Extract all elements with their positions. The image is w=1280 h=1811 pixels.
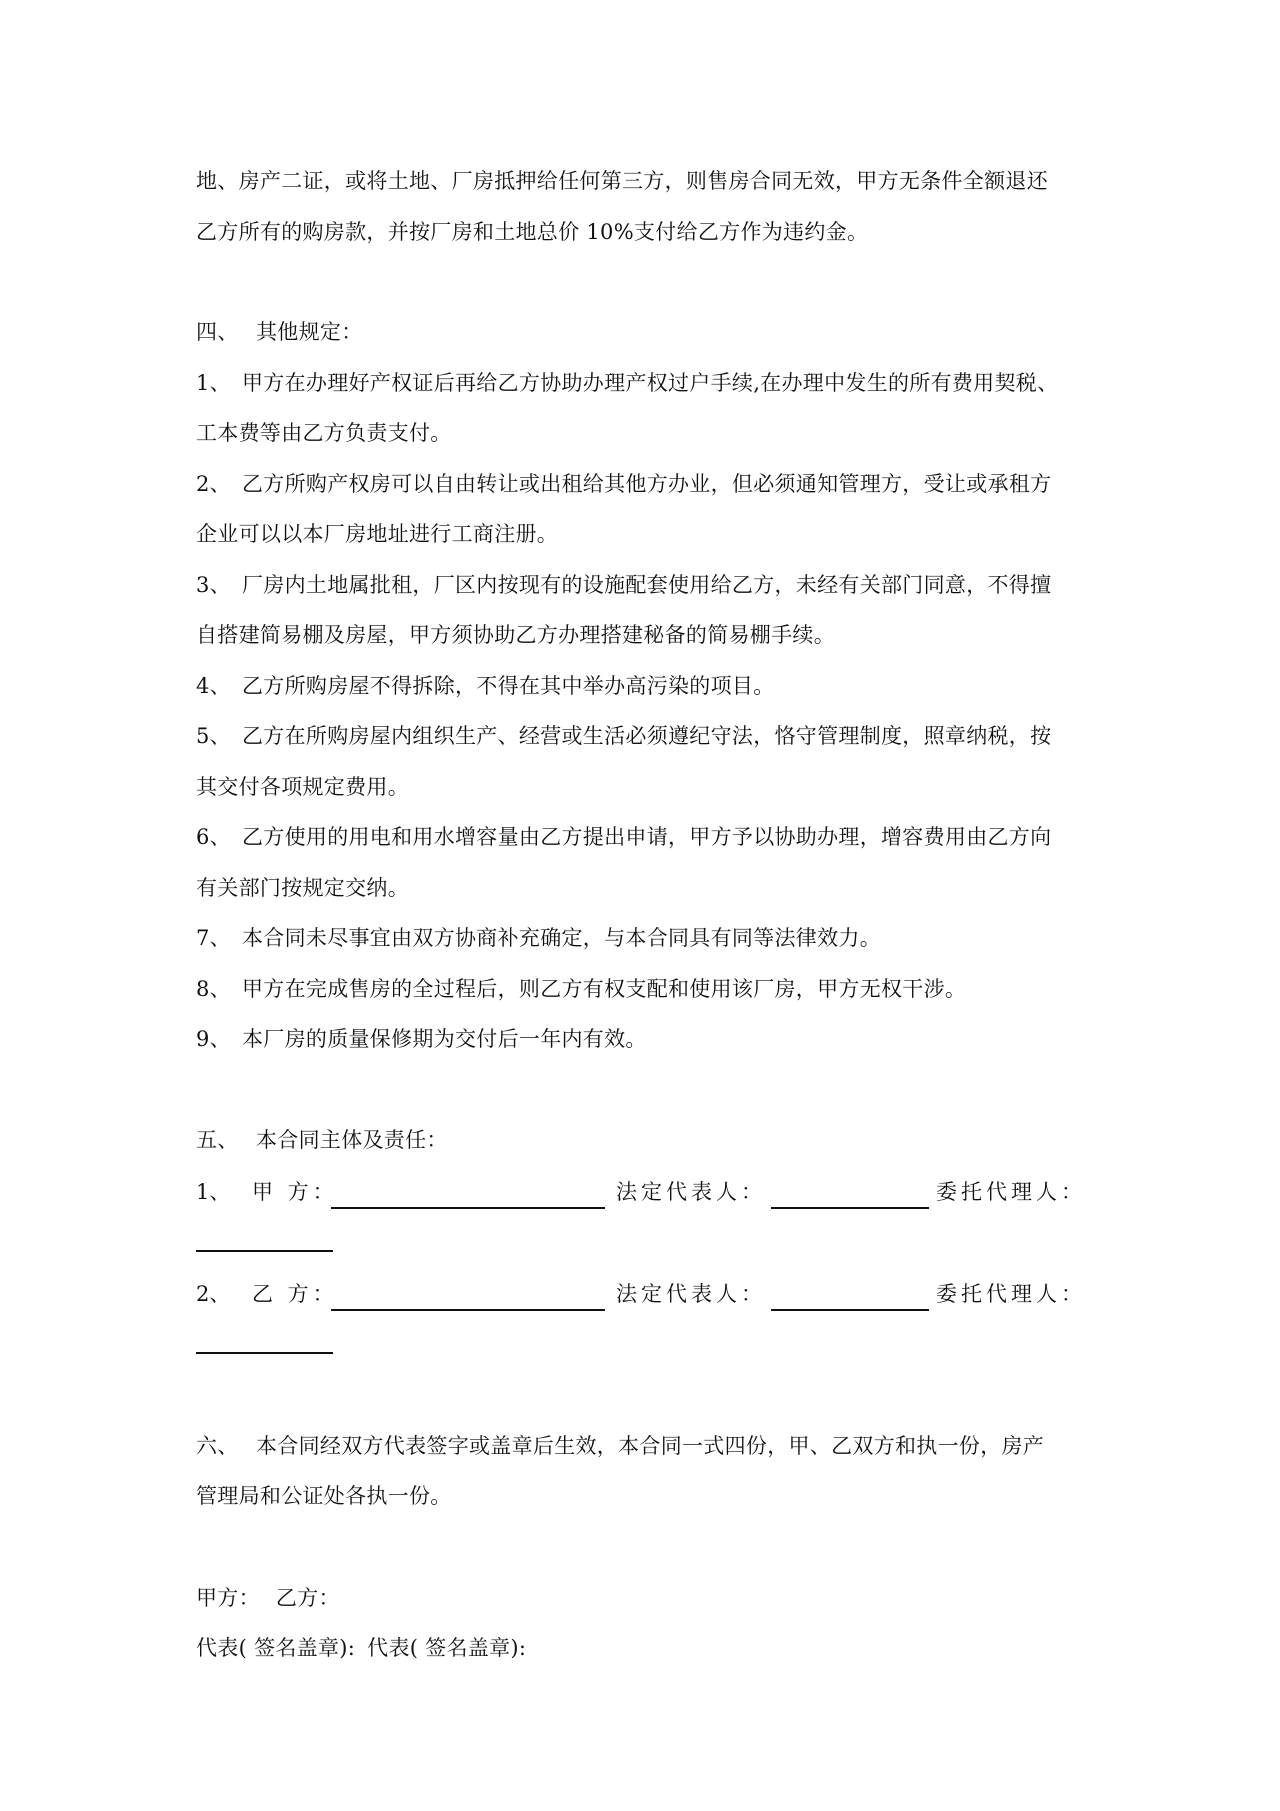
list-item	[196, 671, 775, 701]
item-text: 本合同未尽事宜由双方协商补充确定，与本合同具有同等法律效力。	[242, 926, 881, 950]
item-number: 1、	[196, 371, 231, 395]
section-heading-5	[196, 1125, 448, 1155]
list-item	[196, 721, 1051, 751]
item-text: 乙方使用的用电和用水增容量由乙方提出申请，甲方予以协助办理，增容费用由乙方向	[242, 825, 1052, 849]
list-item	[196, 469, 1051, 499]
item-text: 乙方所购产权房可以自由转让或出租给其他方办业，但必须通知管理方，受让或承租方	[242, 472, 1052, 496]
party-label: 甲 方：	[252, 1180, 338, 1204]
section-number: 四、	[196, 320, 239, 344]
paragraph-line: 乙方所有的购房款，并按厂房和土地总价 10%支付给乙方作为违约金。	[196, 220, 869, 244]
item-number: 9、	[196, 1027, 231, 1051]
section-text-continued: 管理局和公证处各执一份。	[196, 1484, 452, 1508]
item-text: 乙方在所购房屋内组织生产、经营或生活必须遵纪守法，恪守管理制度，照章纳税，按	[242, 724, 1052, 748]
list-item	[196, 974, 966, 1004]
party-name-blank[interactable]	[331, 1309, 605, 1311]
rep-b-label: 代表( 签名盖章):	[367, 1636, 527, 1660]
section-title: 其他规定：	[256, 320, 363, 344]
item-number: 4、	[196, 674, 231, 698]
party-row	[196, 1177, 1092, 1211]
legal-rep-blank[interactable]	[771, 1309, 929, 1311]
party-number: 2、	[196, 1282, 231, 1306]
item-text: 厂房内土地属批租，厂区内按现有的设施配套使用给乙方，未经有关部门同意，不得擅	[242, 573, 1052, 597]
item-number: 8、	[196, 977, 231, 1001]
item-text-continued: 自搭建简易棚及房屋，甲方须协助乙方办理搭建秘备的简易棚手续。	[196, 623, 835, 647]
section-number: 五、	[196, 1128, 239, 1152]
list-item	[196, 923, 881, 953]
party-a-label: 甲方：	[196, 1586, 260, 1610]
list-item	[196, 1024, 647, 1054]
party-row	[196, 1279, 1092, 1313]
agent-label: 委托代理人：	[936, 1180, 1086, 1204]
section-heading-6	[196, 1431, 1044, 1461]
section-heading-4	[196, 317, 363, 347]
item-text: 甲方在办理好产权证后再给乙方协助办理产权过户手续,在办理中发生的所有费用契税、	[242, 371, 1059, 395]
list-item	[196, 570, 1051, 600]
paragraph-line: 地、房产二证，或将土地、厂房抵押给任何第三方，则售房合同无效，甲方无条件全额退还	[196, 169, 1048, 193]
item-text-continued: 工本费等由乙方负责支付。	[196, 421, 452, 445]
legal-rep-label: 法定代表人：	[616, 1282, 766, 1306]
party-label: 乙 方：	[252, 1282, 338, 1306]
party-name-blank[interactable]	[331, 1207, 605, 1209]
agent-label: 委托代理人：	[936, 1282, 1086, 1306]
signature-representatives	[196, 1633, 526, 1663]
item-text: 甲方在完成售房的全过程后，则乙方有权支配和使用该厂房，甲方无权干涉。	[242, 977, 967, 1001]
item-text-continued: 其交付各项规定费用。	[196, 775, 409, 799]
legal-rep-blank[interactable]	[771, 1207, 929, 1209]
section-number: 六、	[196, 1434, 239, 1458]
party-b-label: 乙方：	[275, 1586, 340, 1610]
section-text: 本合同经双方代表签字或盖章后生效，本合同一式四份，甲、乙双方和执一份，房产	[256, 1434, 1045, 1458]
list-item	[196, 368, 1058, 398]
legal-rep-label: 法定代表人：	[616, 1180, 766, 1204]
item-number: 7、	[196, 926, 231, 950]
section-title: 本合同主体及责任：	[256, 1128, 448, 1152]
agent-blank[interactable]	[196, 1250, 333, 1252]
item-text-continued: 企业可以以本厂房地址进行工商注册。	[196, 522, 559, 546]
signature-parties	[196, 1583, 340, 1613]
item-number: 6、	[196, 825, 231, 849]
item-number: 5、	[196, 724, 231, 748]
list-item	[196, 822, 1051, 852]
rep-a-label: 代表( 签名盖章):	[196, 1636, 356, 1660]
item-text: 乙方所购房屋不得拆除，不得在其中举办高污染的项目。	[242, 674, 775, 698]
agent-blank[interactable]	[196, 1352, 333, 1354]
party-number: 1、	[196, 1180, 231, 1204]
item-text-continued: 有关部门按规定交纳。	[196, 876, 409, 900]
item-text: 本厂房的质量保修期为交付后一年内有效。	[242, 1027, 647, 1051]
item-number: 2、	[196, 472, 231, 496]
item-number: 3、	[196, 573, 231, 597]
